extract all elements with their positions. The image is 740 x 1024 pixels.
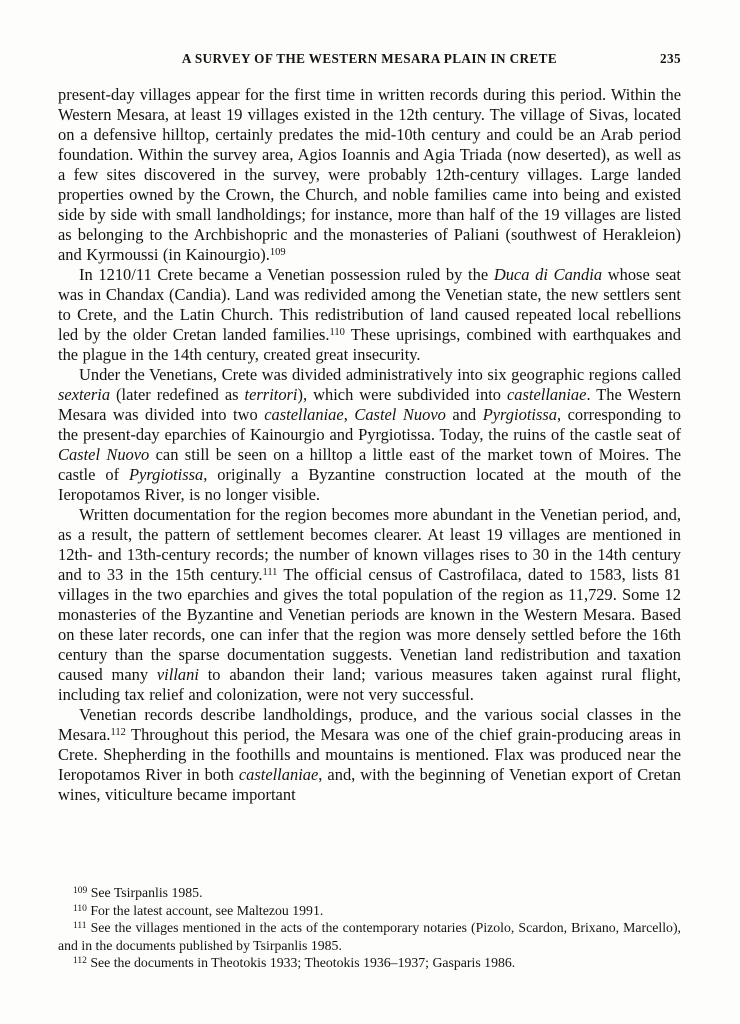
text-run: These uprisings, combined with earthquakes and the plague in the 14th century, created great insecurity. — [58, 325, 681, 364]
paragraph — [58, 85, 681, 265]
italic-run: castellaniae — [264, 405, 344, 424]
footnote-reference: 110 — [329, 326, 345, 338]
paragraph — [58, 365, 681, 505]
text-run: . The Western Mesara was divided into two — [58, 385, 681, 424]
text-run: , corresponding to the present-day eparchies of Kainourgio and Pyrgiotissa. Today, the ruins of the castle seat of — [58, 405, 681, 444]
text-run: ), which were subdivided into — [297, 385, 507, 404]
text-run: The official census of Castrofilaca, dated to 1583, lists 81 villages in the two eparchies and gives the total population of the region as 11,729. Some 12 monasteries of the Byzantine and Venetian periods are known in the Western Mesara. Based on these later records, one can infer that the region was more densely settled before the 16th century than the sparse documentation suggests. Venetian land redistribution and taxation caused many — [58, 565, 681, 684]
footnote-reference: 112 — [110, 726, 126, 738]
running-head-title: A SURVEY OF THE WESTERN MESARA PLAIN IN CRETE — [181, 51, 558, 66]
text-run: Under the Venetians, Crete was divided administratively into six geographic regions called — [79, 365, 681, 384]
footnote-number: 111 — [73, 921, 87, 932]
italic-run: Duca di Candia — [493, 265, 603, 284]
body-text — [58, 85, 681, 805]
text-run: In 1210/11 Crete became a Venetian possession ruled by the — [79, 265, 494, 284]
paragraph — [58, 505, 681, 705]
footnotes — [58, 884, 681, 972]
italic-run: Pyrgiotissa — [128, 465, 204, 484]
text-run: can still be seen on a hilltop a little east of the market town of Moires. The castle of — [58, 445, 681, 484]
text-run: to abandon their land; various measures taken against rural flight, including tax relief and colonization, were not very successful. — [58, 665, 681, 704]
italic-run: Pyrgiotissa — [482, 405, 557, 424]
page-number: 235 — [660, 51, 681, 66]
footnote-number: 112 — [73, 956, 87, 967]
text-run: whose seat was in Chandax (Candia). Land was redivided among the Venetian state, the new settlers sent to Crete, and the Latin Church. This redistribution of land caused repeated local rebellions led by the older Cretan landed families. — [58, 265, 681, 344]
text-run: (later redefined as — [110, 385, 245, 404]
italic-run: sexteria — [58, 385, 111, 404]
footnote-text: See the documents in Theotokis 1933; Theotokis 1936–1937; Gasparis 1986. — [86, 955, 516, 971]
text-run: and — [445, 405, 483, 424]
footnote — [58, 902, 681, 920]
text-run: Venetian records describe landholdings, produce, and the various social classes in the Mesara. — [58, 705, 681, 744]
italic-run: Castel Nuovo — [58, 445, 150, 464]
italic-run: territori — [244, 385, 298, 404]
footnote-number: 109 — [73, 886, 88, 896]
italic-run: castellaniae — [507, 385, 587, 404]
footnote-number: 110 — [73, 903, 87, 914]
text-run: Throughout this period, the Mesara was one of the chief grain-producing areas in Crete. Shepherding in the foothills and mountains is mentioned. Flax was produced near the Ieropotamos River in both — [58, 725, 681, 784]
italic-run: villani — [156, 665, 199, 684]
text-run: Written documentation for the region becomes more abundant in the Venetian period, and, as a result, the pattern of settlement becomes clearer. At least 19 villages are mentioned in 12th- and 13th-century records; the number of known villages rises to 30 in the 14th century and to 33 in the 15th century. — [58, 505, 681, 584]
italic-run: Castel Nuovo — [354, 405, 446, 424]
running-head — [58, 51, 681, 67]
text-run: , and, with the beginning of Venetian export of Cretan wines, viticulture became important — [58, 765, 681, 804]
footnote-text: See the villages mentioned in the acts of the contemporary notaries (Pizolo, Scardon, Brixano, Marcello), and in the documents published by Tsirpanlis 1985. — [58, 920, 681, 953]
footnote-text: See Tsirpanlis 1985. — [87, 885, 203, 900]
footnote-text: For the latest account, see Maltezou 1991. — [86, 902, 324, 918]
footnote-reference: 109 — [269, 246, 286, 258]
footnote — [58, 954, 681, 972]
footnote — [58, 884, 681, 902]
italic-run: castellaniae — [238, 765, 319, 784]
text-run: , — [343, 405, 355, 424]
paragraph — [58, 705, 681, 805]
text-run: present-day villages appear for the first time in written records during this period. Within the Western Mesara, at least 19 villages existed in the 12th century. The village of Sivas, located on a defensive hilltop, certainly predates the mid-10th century and could be an Arab period foundation. Within the survey area, Agios Ioannis and Agia Triada (now deserted), as well as a few sites discovered in the survey, were probably 12th-century villages. Large landed properties owned by the Crown, the Church, and noble families came into being and existed side by side with small landholdings; for instance, more than half of the 19 villages are listed as belonging to the Archbishopric and the monasteries of Paliani (southwest of Herakleion) and Kyrmoussi (in Kainourgio). — [58, 85, 681, 264]
text-run: , originally a Byzantine construction located at the mouth of the Ieropotamos River, is no longer visible. — [58, 465, 681, 504]
footnote — [58, 919, 681, 954]
footnote-reference: 111 — [262, 566, 278, 578]
paragraph — [58, 265, 681, 365]
